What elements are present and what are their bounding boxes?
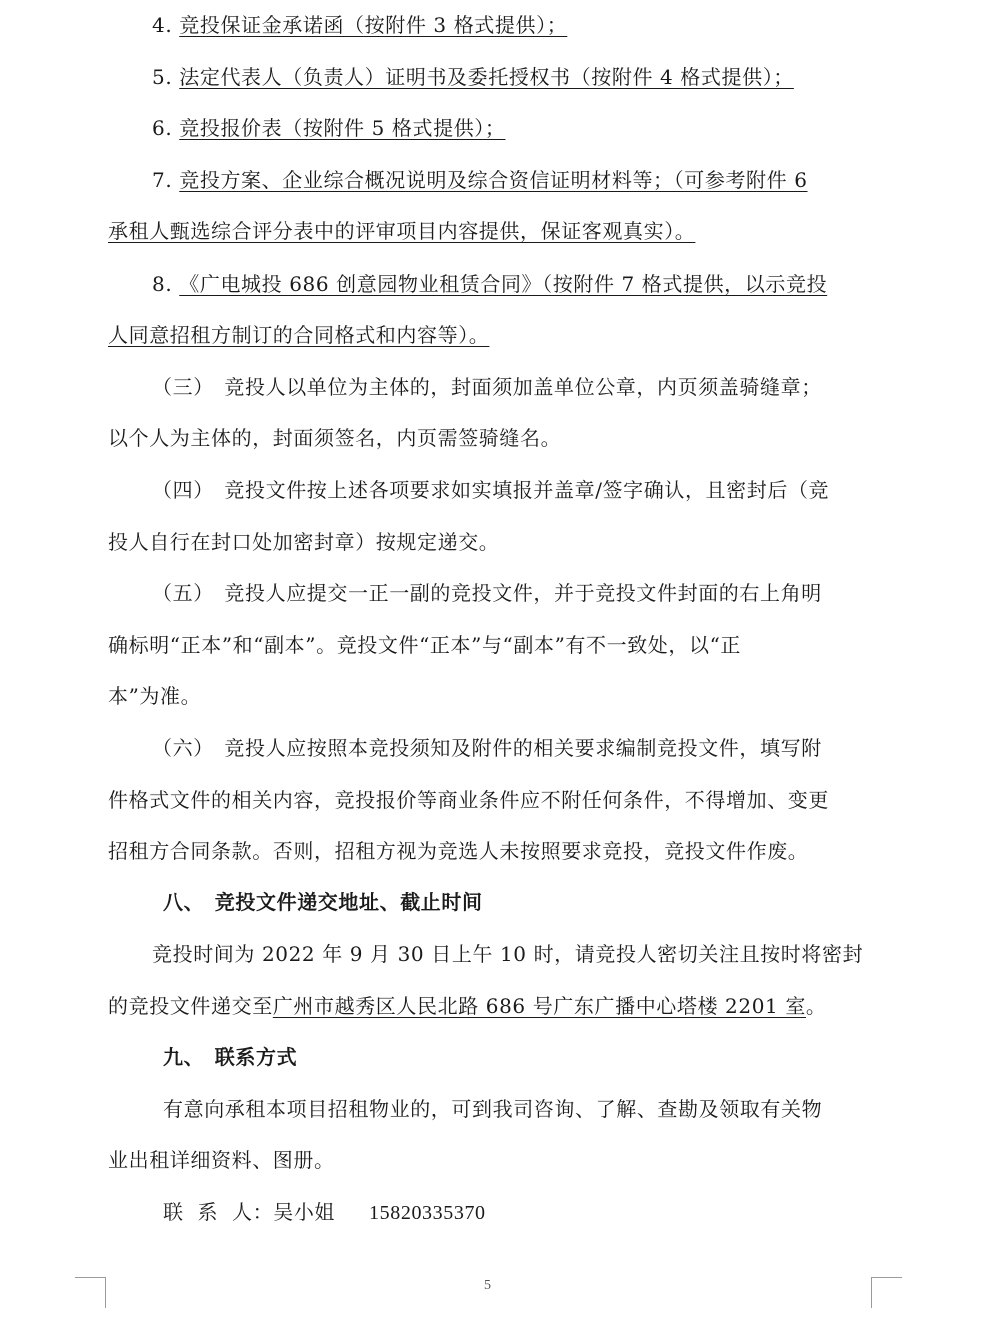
list-item-7: 7. 竞投方案、企业综合概况说明及综合资信证明材料等；（可参考附件 6 — [152, 168, 808, 192]
list-item-4: 4. 竞投保证金承诺函（按附件 3 格式提供）； — [152, 13, 568, 37]
section-8-line-2: 的竞投文件递交至广州市越秀区人民北路 686 号广东广播中心塔楼 2201 室。 — [108, 994, 827, 1018]
paragraph-5-line-3: 本”为准。 — [108, 684, 202, 708]
list-item-5: 5. 法定代表人（负责人）证明书及委托授权书（按附件 4 格式提供）； — [152, 65, 794, 89]
section-9-line-1: 有意向承租本项目招租物业的，可到我司咨询、了解、查勘及领取有关物 — [163, 1097, 823, 1121]
paragraph-5-line-2: 确标明“正本”和“副本”。竞投文件“正本”与“副本”有不一致处，以“正 — [108, 633, 742, 657]
paragraph-3-line-1: （三） 竞投人以单位为主体的，封面须加盖单位公章，内页须盖骑缝章； — [152, 375, 822, 399]
paragraph-6-line-3: 招租方合同条款。否则，招租方视为竞选人未按照要求竞投，竞投文件作废。 — [108, 839, 809, 863]
section-8-heading: 八、 竞投文件递交地址、截止时间 — [163, 890, 483, 914]
contact-name: 吴小姐 — [273, 1200, 336, 1224]
paragraph-4-line-1: （四） 竞投文件按上述各项要求如实填报并盖章/签字确认，且密封后（竞 — [152, 478, 830, 502]
list-item-8: 8. 《广电城投 686 创意园物业租赁合同》（按附件 7 格式提供，以示竞投 — [152, 272, 828, 296]
paragraph-5-line-1: （五） 竞投人应提交一正一副的竞投文件，并于竞投文件封面的右上角明 — [152, 581, 822, 605]
section-8-line-1: 竞投时间为 2022 年 9 月 30 日上午 10 时，请竞投人密切关注且按时将密封 — [152, 942, 864, 966]
item-7-text-a: 竞投方案、企业综合概况说明及综合资信证明材料等；（可参考附件 6 — [179, 168, 808, 192]
contact-line — [163, 1199, 486, 1226]
section-9-heading: 九、 联系方式 — [163, 1045, 298, 1069]
section-9-line-2: 业出租详细资料、图册。 — [108, 1148, 335, 1172]
item-4-text: 竞投保证金承诺函（按附件 3 格式提供）； — [179, 13, 568, 37]
list-item-6: 6. 竞投报价表（按附件 5 格式提供）； — [152, 116, 506, 140]
item-8-text-b: 人同意招租方制订的合同格式和内容等）。 — [108, 323, 490, 347]
corner-marker-right — [871, 1277, 902, 1308]
corner-marker-left — [75, 1277, 106, 1308]
paragraph-3-line-2: 以个人为主体的，封面须签名，内页需签骑缝名。 — [108, 426, 562, 450]
submission-address: 广州市越秀区人民北路 686 号广东广播中心塔楼 2201 室 — [272, 994, 806, 1018]
paragraph-6-line-1: （六） 竞投人应按照本竞投须知及附件的相关要求编制竞投文件，填写附 — [152, 736, 822, 760]
page-number: 5 — [484, 1278, 491, 1293]
paragraph-4-line-2: 投人自行在封口处加密封章）按规定递交。 — [108, 530, 500, 554]
contact-label: 联 系 人： — [163, 1200, 274, 1224]
item-7-text-b: 承租人甄选综合评分表中的评审项目内容提供，保证客观真实）。 — [108, 219, 696, 243]
paragraph-6-line-2: 件格式文件的相关内容，竞投报价等商业条件应不附任何条件，不得增加、变更 — [108, 788, 829, 812]
contact-phone: 15820335370 — [369, 1202, 486, 1224]
item-5-text: 法定代表人（负责人）证明书及委托授权书（按附件 4 格式提供）； — [179, 65, 794, 89]
item-6-text: 竞投报价表（按附件 5 格式提供）； — [179, 116, 506, 140]
item-8-text-a: 《广电城投 686 创意园物业租赁合同》（按附件 7 格式提供，以示竞投 — [179, 272, 828, 296]
